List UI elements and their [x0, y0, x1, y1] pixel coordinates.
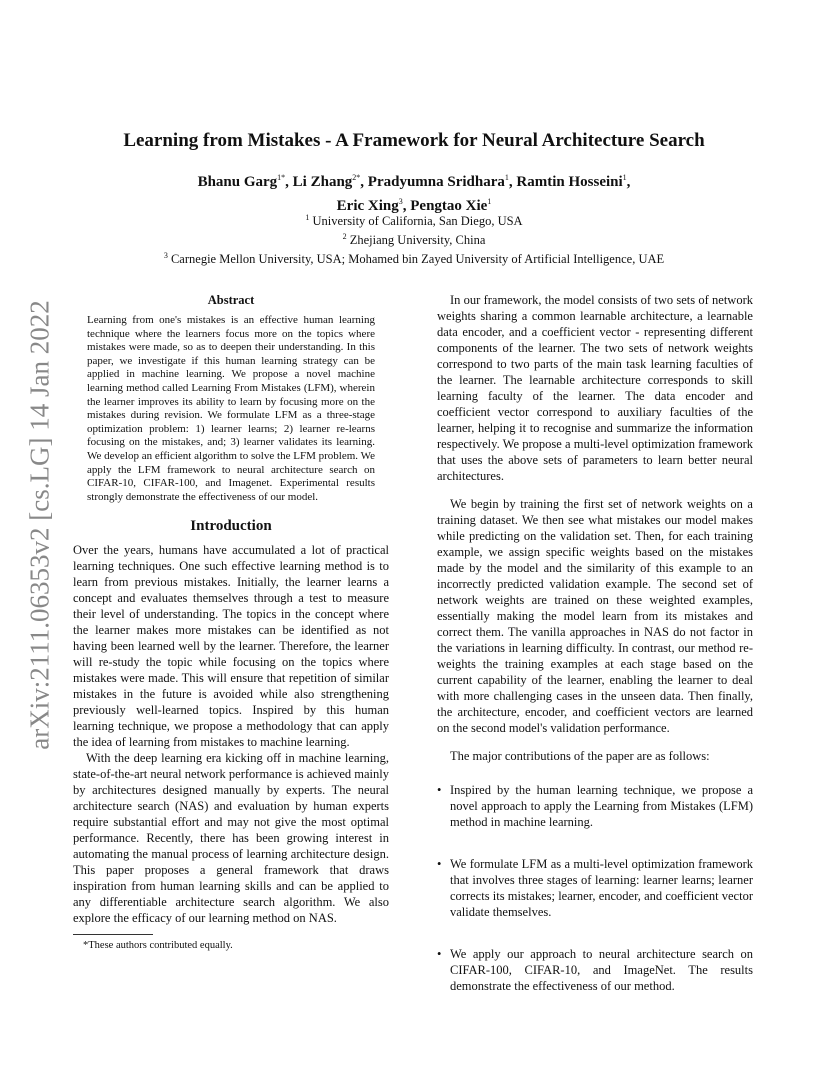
- author-affil-marker: 1: [487, 197, 492, 206]
- author-line-1: Bhanu Garg$^{1*}$, Li Zhang$^{2*}$, Pradyumna Sridhara$^1$, Ramtin Hosseini$^1$,: [197, 173, 631, 190]
- list-item-text: We formulate LFM as a multi-level optimization framework that involves three stages of learning: learner learns; learner corrects its mistakes; learner, encoder, and coefficient vector validate themselves.: [450, 857, 753, 919]
- author-line-2: Eric Xing$^3$, Pengtao Xie$^1$: [336, 197, 492, 214]
- affiliation: [0, 248, 828, 267]
- right-column: [437, 292, 753, 1020]
- list-item-text: We apply our approach to neural architecture search on CIFAR-100, CIFAR-10, and ImageNet. The results demonstrate the effectiveness of our method.: [450, 947, 753, 993]
- paper-title: Learning from Mistakes - A Framework for Neural Architecture Search: [123, 130, 705, 151]
- author-affil-marker: 2*: [352, 173, 361, 182]
- bullet-icon: •: [437, 857, 442, 871]
- author-affil-marker: 1*: [277, 173, 286, 182]
- intro-paragraph-2: With the deep learning era kicking off in machine learning, state-of-the-art neural network performance is achieved mainly by architectures designed manually by experts. The neural architecture search (NAS) and evaluation by human experts require substantial effort and may not give the most optimal performance. Recently, there has been growing interest in automating the manual process of learning architecture design. This paper proposes a general framework that draws inspiration from human learning skills and can be applied to any differentiable architecture search algorithm. We also explore the efficacy of our learning method on NAS.: [73, 751, 389, 926]
- author-name: Pradyumna Sridhara: [367, 174, 505, 190]
- body-paragraph-3: The major contributions of the paper are as follows:: [450, 749, 710, 763]
- list-item: [437, 782, 753, 830]
- author-affil-marker: 3: [398, 197, 403, 206]
- body-paragraph-1: In our framework, the model consists of two sets of network weights sharing a common learnable architecture, a learnable data encoder, and a coefficient vector - representing different components of the learner. The two sets of network weights correspond to two parts of the main task learning faculties of the learner. The learnable architecture corresponds to skill learning faculty of the learner. The data encoder and coefficient vector correspond to auxiliary faculties of the learner, helping it to recognise and summarize the information respectively. We propose a multi-level optimization framework that uses the above sets of parameters to learn better neural architectures.: [437, 293, 753, 483]
- body-paragraph-2: We begin by training the first set of network weights on a training dataset. We then see what mistakes our model makes while predicting on the validation set. Then, for each training example, we assign specific weights based on the mistakes made by the model and the similarity of this example to an incorrectly predicted validation example. The second set of network weights are trained on these weighted examples, essentially making the model learn from its mistakes and correct them. The vanilla approaches in NAS do not factor in the variations in learning difficulty. In contrast, our method re-weights the training examples at each stage based on the current capability of the learner, enabling the learner to deal with more challenging cases in the unseen data. Then finally, the architecture, encoder, and coefficient vectors are learned on the second model's validation performance.: [437, 497, 753, 735]
- abstract-text: Learning from one's mistakes is an effective human learning technique where the learners focus more on the topics where mistakes were made, so as to deepen their understanding. In this paper, we investigate if this human learning strategy can be applied in machine learning. We propose a novel machine learning method called Learning From Mistakes (LFM), wherein the learner improves its ability to learn by focusing more on the mistakes during revision. We formulate LFM as a three-stage optimization problem: 1) learner learns; 2) learner re-learns focusing on the mistakes, and; 3) learner validates its learning. We develop an efficient algorithm to solve the LFM problem. We apply the LFM framework to neural architecture search on CIFAR-10, CIFAR-100, and Imagenet. Experimental results strongly demonstrate the effectiveness of our model.: [87, 314, 375, 503]
- affil-marker: 3: [163, 251, 168, 261]
- footnote: *These authors contributed equally.: [83, 940, 233, 952]
- affiliation-text: Carnegie Mellon University, USA; Mohamed bin Zayed University of Artificial Intelligence, UAE: [170, 252, 665, 267]
- affiliation: [0, 229, 828, 248]
- list-item: [437, 856, 753, 920]
- contributions-list: [437, 782, 753, 994]
- author-name: Bhanu Garg: [197, 174, 278, 190]
- author-name: Li Zhang: [292, 174, 353, 190]
- abstract-heading: Abstract: [207, 293, 255, 307]
- section-heading-introduction: Introduction: [190, 518, 272, 535]
- affil-marker: 2: [342, 232, 347, 242]
- list-item-text: Inspired by the human learning technique, we propose a novel approach to apply the Learning from Mistakes (LFM) method in machine learning.: [450, 783, 753, 829]
- author-affil-marker: 1: [622, 173, 627, 182]
- author-list: [0, 168, 828, 216]
- bullet-icon: •: [437, 947, 442, 961]
- arxiv-identifier: arXiv:2111.06353v2 [cs.LG] 14 Jan 2022: [24, 300, 55, 750]
- intro-paragraph-1: Over the years, humans have accumulated a lot of practical learning techniques. One such effective learning method is to learn from previous mistakes. Initially, the learner learns a concept and evaluates themselves through a test to measure their level of understanding. The topics in the concept where the learner makes more mistakes can be identified as not having been learned well by the learner. Therefore, the learner will re-study the topic while focusing on the topics where mistakes were made. This will ensure that repetition of similar mistakes in the future is avoided while also strengthening previously well-learned topics. Inspired by this human learning technique, we propose a methodology that can apply the idea of learning from mistakes to machine learning.: [73, 543, 389, 750]
- list-item: [437, 946, 753, 994]
- affiliations: [0, 210, 828, 267]
- left-column: [73, 292, 389, 952]
- author-name: Eric Xing: [336, 198, 399, 214]
- bullet-icon: •: [437, 783, 442, 797]
- affiliation: [0, 210, 828, 229]
- footnote-rule: [73, 934, 153, 935]
- author-affil-marker: 1: [504, 173, 509, 182]
- affil-marker: 1: [305, 213, 310, 222]
- affiliation-text: Zhejiang University, China: [349, 233, 486, 248]
- author-name: Pengtao Xie: [410, 198, 488, 214]
- author-name: Ramtin Hosseini: [516, 174, 623, 190]
- affiliation-text: University of California, San Diego, USA: [312, 214, 523, 229]
